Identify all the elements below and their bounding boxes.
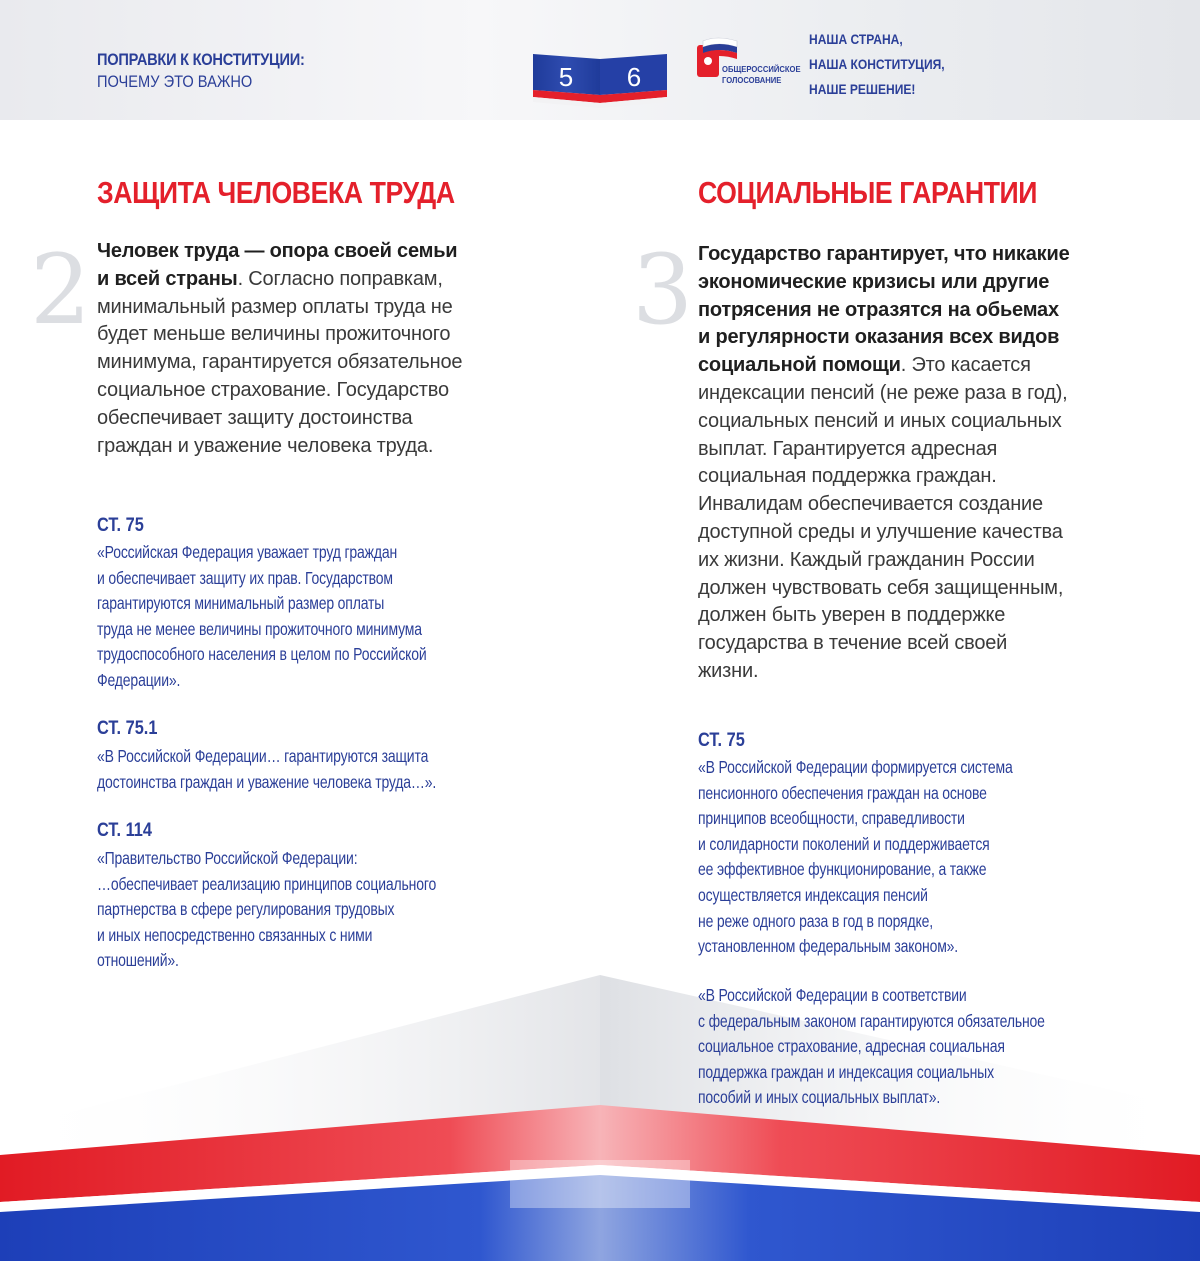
- right-bold-line: [698, 269, 1168, 297]
- quote-line: «В Российской Федерации… гарантируются защита: [97, 746, 429, 766]
- quote-line: не реже одного раза в год в порядке,: [698, 910, 933, 931]
- header-title: ПОПРАВКИ К КОНСТИТУЦИИ:: [97, 50, 305, 69]
- quote-line: Федерации».: [97, 669, 181, 690]
- article-label-114: СТ. 114: [97, 820, 152, 841]
- quote-line: ее эффективное функционирование, а также: [698, 859, 987, 880]
- right-bold-text: потрясения не отразятся на обьемах: [698, 298, 1059, 321]
- header-slogan: [809, 27, 981, 102]
- left-body-line: будет меньше величины прожиточного: [97, 323, 451, 346]
- right-body-line: их жизни. Каждый гражданин России: [698, 548, 1035, 571]
- left-body-line: обеспечивает защиту достоинства: [97, 406, 413, 429]
- left-lead-rest-2: . Согласно поправкам,: [237, 267, 443, 290]
- quote-line: осуществляется индексация пенсий: [698, 884, 928, 905]
- right-bold-text: экономические кризисы или другие: [698, 270, 1050, 293]
- quote-line: отношений».: [97, 950, 179, 971]
- left-lead-bold-2: и всей страны: [97, 267, 238, 290]
- right-body-line: индексации пенсий (не реже раза в год),: [698, 381, 1068, 404]
- logo-caption-line-2: ГОЛОСОВАНИЕ: [722, 75, 782, 85]
- right-body-line: Инвалидам обеспечивается создание: [698, 493, 1043, 516]
- article-114-quote: [97, 846, 436, 974]
- left-section-number: 2: [30, 234, 92, 346]
- right-body-line: выплат. Гарантируется адресная: [698, 437, 998, 460]
- right-bold-tail: . Это касается: [900, 354, 1031, 377]
- quote-line: принципов всеобщности, справедливости: [698, 808, 965, 829]
- quote-line: и солидарности поколений и поддерживается: [698, 833, 990, 854]
- right-body-line: социальная поддержка граждан.: [698, 465, 997, 488]
- right-bold-line: [698, 324, 1168, 352]
- right-body-line: доступной среды и улучшение качества: [698, 520, 1063, 543]
- right-bold-text: социальной помощи: [698, 354, 901, 377]
- left-lead-bold-1: Человек труда — опора своей семьи: [97, 240, 458, 262]
- right-bold-line: [698, 297, 1168, 325]
- right-bold-line: [698, 241, 1168, 269]
- right-bold-text: и регулярности оказания всех видов: [698, 326, 1060, 349]
- right-article-75-quote-2: [698, 983, 1045, 1111]
- page-header: [0, 0, 1200, 120]
- page-number-badge: [531, 50, 669, 112]
- quote-line: труда не менее величины прожиточного минимума: [97, 618, 422, 639]
- right-body-text: [698, 241, 1168, 686]
- left-body-line: минимума, гарантируется обязательное: [97, 351, 463, 374]
- quote-line: социальное страхование, адресная социальная: [698, 1036, 1005, 1057]
- right-article-75-quote-1: [698, 755, 1013, 960]
- left-body-line: граждан и уважение человека труда.: [97, 434, 434, 457]
- quote-line: «В Российской Федерации в соответствии: [698, 985, 967, 1005]
- quote-line: достоинства граждан и уважение человека труда…».: [97, 771, 437, 792]
- slogan-line-2: НАША КОНСТИТУЦИЯ,: [809, 56, 945, 72]
- quote-line: «Правительство Российской Федерации:: [97, 848, 358, 868]
- left-body-line: минимальный размер оплаты труда не: [97, 295, 453, 318]
- page-number-left: 5: [558, 62, 574, 92]
- slogan-line-1: НАША СТРАНА,: [809, 31, 903, 47]
- right-section-title: СОЦИАЛЬНЫЕ ГАРАНТИИ: [698, 175, 1038, 210]
- right-bold-line: [698, 352, 1168, 380]
- left-section-title: ЗАЩИТА ЧЕЛОВЕКА ТРУДА: [97, 175, 455, 210]
- quote-line: «Российская Федерация уважает труд граждан: [97, 542, 398, 562]
- right-body-line: государства в течение всей своей: [698, 632, 1008, 655]
- right-body-line: должен быть уверен в поддержке: [698, 604, 1006, 627]
- article-label-75-1: СТ. 75.1: [97, 718, 158, 739]
- logo-caption: [722, 64, 803, 86]
- right-article-label-75: СТ. 75: [698, 730, 745, 751]
- quote-line: и иных непосредственно связанных с ними: [97, 924, 373, 945]
- quote-line: …обеспечивает реализацию принципов социального: [97, 873, 437, 894]
- left-body-text: [97, 238, 567, 460]
- quote-line: пособий и иных социальных выплат».: [698, 1087, 941, 1108]
- left-lead-line-1: [97, 238, 567, 266]
- logo-emblem-icon: [704, 57, 712, 65]
- right-bold-text: Государство гарантирует, что никакие: [698, 243, 1070, 265]
- logo-caption-line-1: ОБЩЕРОССИЙСКОЕ: [722, 64, 801, 74]
- header-subtitle: ПОЧЕМУ ЭТО ВАЖНО: [97, 72, 253, 91]
- right-section-number: 3: [632, 234, 694, 346]
- quote-line: партнерства в сфере регулирования трудовых: [97, 899, 395, 920]
- slogan-line-3: НАШЕ РЕШЕНИЕ!: [809, 81, 916, 97]
- left-body-line: социальное страхование. Государство: [97, 378, 449, 401]
- quote-line: с федеральным законом гарантируются обязательное: [698, 1010, 1045, 1031]
- quote-line: пенсионного обеспечения граждан на основе: [698, 782, 987, 803]
- deco-center-panel: [510, 1160, 690, 1208]
- quote-line: трудоспособного населения в целом по Российской: [97, 644, 427, 665]
- right-body-line: социальных пенсий и иных социальных: [698, 409, 1062, 432]
- article-75-1-quote: [97, 744, 436, 795]
- left-lead-line-2: [97, 266, 567, 294]
- page-number-right: 6: [626, 62, 642, 92]
- quote-line: поддержка граждан и индексация социальных: [698, 1061, 994, 1082]
- article-label-75: СТ. 75: [97, 515, 144, 536]
- quote-line: «В Российской Федерации формируется система: [698, 757, 1013, 777]
- right-body-line: должен чувствовать себя защищенным,: [698, 576, 1064, 599]
- article-75-quote: [97, 540, 427, 694]
- quote-line: гарантируются минимальный размер оплаты: [97, 593, 385, 614]
- right-body-line: жизни.: [698, 659, 759, 682]
- quote-line: и обеспечивает защиту их прав. Государством: [97, 567, 393, 588]
- quote-line: установленном федеральным законом».: [698, 936, 959, 957]
